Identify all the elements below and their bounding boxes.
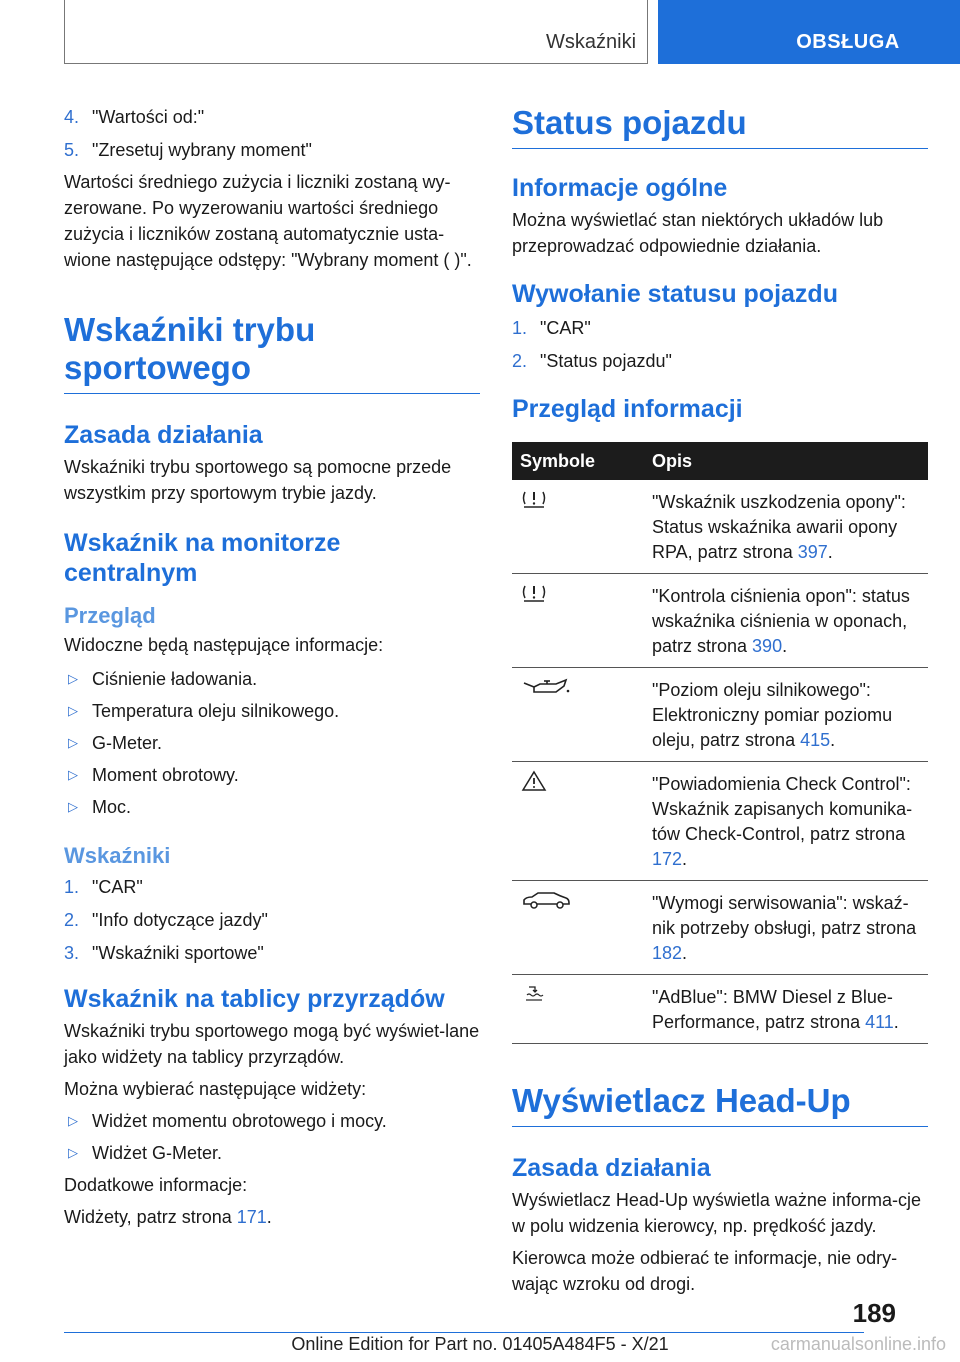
subheading-zasada-hud: Zasada działania: [512, 1154, 711, 1182]
bullet-list-widgets: [64, 1108, 480, 1166]
informacje-text: Można wyświetlać stan niektórych układów lub przeprowadzać odpowiednie działania.: [512, 210, 884, 256]
page-link[interactable]: 390: [752, 636, 783, 656]
hud-text-2: Kierowca może odbierać te informacje, nie odry-wając wzroku od drogi.: [512, 1248, 898, 1294]
bullet-icon: ▷: [68, 767, 78, 782]
symbol-cell: [512, 668, 644, 762]
zasada-text: Wskaźniki trybu sportowego są pomocne przede wszystkim przy sportowym trybie jazdy.: [64, 457, 452, 503]
table-row: [512, 480, 928, 574]
description-text: "Wskaźnik uszkodzenia opony": Status wskaźnika awarii opony RPA, patrz strona: [652, 492, 906, 562]
warning-triangle-icon: [520, 770, 548, 792]
watermark: carmanualsonline.info: [770, 1334, 946, 1354]
description-text: "Wymogi serwisowania": wskaź-nik potrzeby obsługi, patrz strona: [652, 893, 917, 938]
description-text: "Powiadomienia Check Control": Wskaźnik zapisanych komunika-tów Check-Control, patrz strona: [652, 774, 913, 844]
description-cell: [644, 480, 928, 574]
table-row: [512, 668, 928, 762]
bullet-icon: ▷: [68, 1145, 78, 1160]
numbered-list-top: [64, 104, 480, 163]
tire-damage-icon: [520, 488, 548, 510]
przeglad-text: Widoczne będą następujące informacje:: [64, 635, 384, 655]
table-header-row: [512, 442, 928, 480]
section-title-sport: Wskaźniki trybu sportowego: [64, 311, 480, 394]
list-text: "Wartości od:": [92, 107, 205, 127]
bullet-icon: ▷: [68, 703, 78, 718]
list-item: [64, 1140, 480, 1166]
table-row: [512, 574, 928, 668]
period: .: [682, 849, 688, 869]
left-column: [64, 104, 480, 1230]
list-text: Widżet momentu obrotowego i mocy.: [92, 1111, 387, 1131]
page-link[interactable]: 172: [652, 849, 683, 869]
table-row: [512, 881, 928, 975]
list-item: [64, 137, 480, 163]
description-cell: [644, 574, 928, 668]
subheading-wskazniki: Wskaźniki: [64, 843, 171, 868]
list-text: "Zresetuj wybrany moment": [92, 140, 312, 160]
list-item: [512, 348, 928, 374]
subheading-tablica: Wskaźnik na tablicy przyrządów: [64, 985, 445, 1013]
period: .: [266, 1207, 272, 1227]
period: .: [827, 542, 833, 562]
bullet-icon: ▷: [68, 671, 78, 686]
description-text: "Kontrola ciśnienia opon": status wskaźnika ciśnienia w oponach, patrz strona: [652, 586, 910, 656]
tire-pressure-icon: [520, 582, 548, 604]
subheading-monitor: Wskaźnik na monitorze centralnym: [64, 529, 341, 587]
list-text: Ciśnienie ładowania.: [92, 669, 258, 689]
numbered-list-status: [512, 315, 928, 374]
symbol-cell: [512, 975, 644, 1044]
dodatkowe-label: Dodatkowe informacje:: [64, 1175, 248, 1195]
list-item: [64, 907, 480, 933]
description-text: "AdBlue": BMW Diesel z Blue-Performance, patrz strona: [652, 987, 893, 1032]
column-header-opis: Opis: [644, 442, 928, 480]
period: .: [782, 636, 788, 656]
subheading-przeglad-info: Przegląd informacji: [512, 395, 743, 423]
period: .: [893, 1012, 899, 1032]
bullet-icon: ▷: [68, 735, 78, 750]
hud-text-1: Wyświetlacz Head-Up wyświetla ważne informa-cje w polu widzenia kierowcy, np. prędkość jazdy.: [512, 1190, 921, 1236]
list-number: 1.: [64, 877, 80, 897]
reset-paragraph: Wartości średniego zużycia i liczniki zostaną wy-zerowane. Po wyzerowaniu wartości średniego zużycia i liczników zostaną automatycznie usta-wione następujące odstępy: "Wybrany moment ( )".: [64, 172, 472, 270]
list-item: [64, 940, 480, 966]
adblue-icon: [520, 983, 548, 1005]
right-column: [512, 104, 928, 1297]
page-link[interactable]: 411: [865, 1012, 894, 1032]
page-link[interactable]: 397: [797, 542, 828, 562]
list-item: [512, 315, 928, 341]
list-text: Temperatura oleju silnikowego.: [92, 701, 340, 721]
section-title-status: Status pojazdu: [512, 104, 928, 149]
bullet-icon: ▷: [68, 1113, 78, 1128]
oil-can-icon: [520, 676, 572, 698]
header-section-label: OBSŁUGA: [796, 31, 900, 53]
widzety-reference: [64, 1204, 480, 1230]
list-item: [64, 794, 480, 820]
section-title-hud: Wyświetlacz Head-Up: [512, 1082, 928, 1127]
subheading-zasada: Zasada działania: [64, 421, 263, 449]
description-cell: [644, 762, 928, 881]
list-text: "Status pojazdu": [540, 351, 672, 371]
widzety-text: Można wybierać następujące widżety:: [64, 1079, 367, 1099]
page-link[interactable]: 171: [236, 1207, 267, 1227]
list-text: G-Meter.: [92, 733, 163, 753]
list-number: 2.: [512, 351, 528, 371]
tablica-text: Wskaźniki trybu sportowego mogą być wyświet-lane jako widżety na tablicy przyrządów.: [64, 1021, 480, 1067]
list-item: [64, 1108, 480, 1134]
bullet-list-info: [64, 666, 480, 820]
list-text: Widżet G-Meter.: [92, 1143, 223, 1163]
list-item: [64, 104, 480, 130]
header-chapter-label: Wskaźniki: [546, 31, 637, 53]
description-cell: [644, 975, 928, 1044]
table-row: [512, 762, 928, 881]
description-cell: [644, 668, 928, 762]
list-item: [64, 666, 480, 692]
subheading-informacje: Informacje ogólne: [512, 174, 728, 202]
edition-info: Online Edition for Part no. 01405A484F5 - X/21: [291, 1334, 669, 1354]
page-link[interactable]: 415: [800, 730, 831, 750]
column-header-symbole: Symbole: [512, 442, 644, 480]
symbol-cell: [512, 574, 644, 668]
list-item: [64, 698, 480, 724]
list-text: "Info dotyczące jazdy": [92, 910, 268, 930]
list-text: Moc.: [92, 797, 132, 817]
period: .: [682, 943, 688, 963]
list-item: [64, 730, 480, 756]
list-item: [64, 762, 480, 788]
list-text: Moment obrotowy.: [92, 765, 239, 785]
subheading-wywolanie: Wywołanie statusu pojazdu: [512, 280, 838, 308]
symbol-cell: [512, 762, 644, 881]
table-row: [512, 975, 928, 1044]
list-text: "CAR": [92, 877, 143, 897]
list-number: 1.: [512, 318, 528, 338]
symbol-cell: [512, 881, 644, 975]
description-text: "Poziom oleju silnikowego": Elektroniczny pomiar poziomu oleju, patrz strona: [652, 680, 893, 750]
list-number: 2.: [64, 910, 80, 930]
period: .: [830, 730, 836, 750]
subheading-przeglad: Przegląd: [64, 603, 156, 628]
list-number: 3.: [64, 943, 80, 963]
footer-divider: [64, 1332, 864, 1333]
status-table: [512, 442, 928, 1044]
service-car-icon: [520, 889, 572, 911]
page-link[interactable]: 182: [652, 943, 683, 963]
list-text: "Wskaźniki sportowe": [92, 943, 264, 963]
page-number: 189: [852, 1298, 896, 1328]
bullet-icon: ▷: [68, 799, 78, 814]
list-number: 5.: [64, 140, 80, 160]
list-text: "CAR": [540, 318, 591, 338]
description-cell: [644, 881, 928, 975]
symbol-cell: [512, 480, 644, 574]
list-number: 4.: [64, 107, 80, 127]
list-item: [64, 874, 480, 900]
numbered-list-wskazniki: [64, 874, 480, 966]
reference-text: Widżety, patrz strona: [64, 1207, 237, 1227]
